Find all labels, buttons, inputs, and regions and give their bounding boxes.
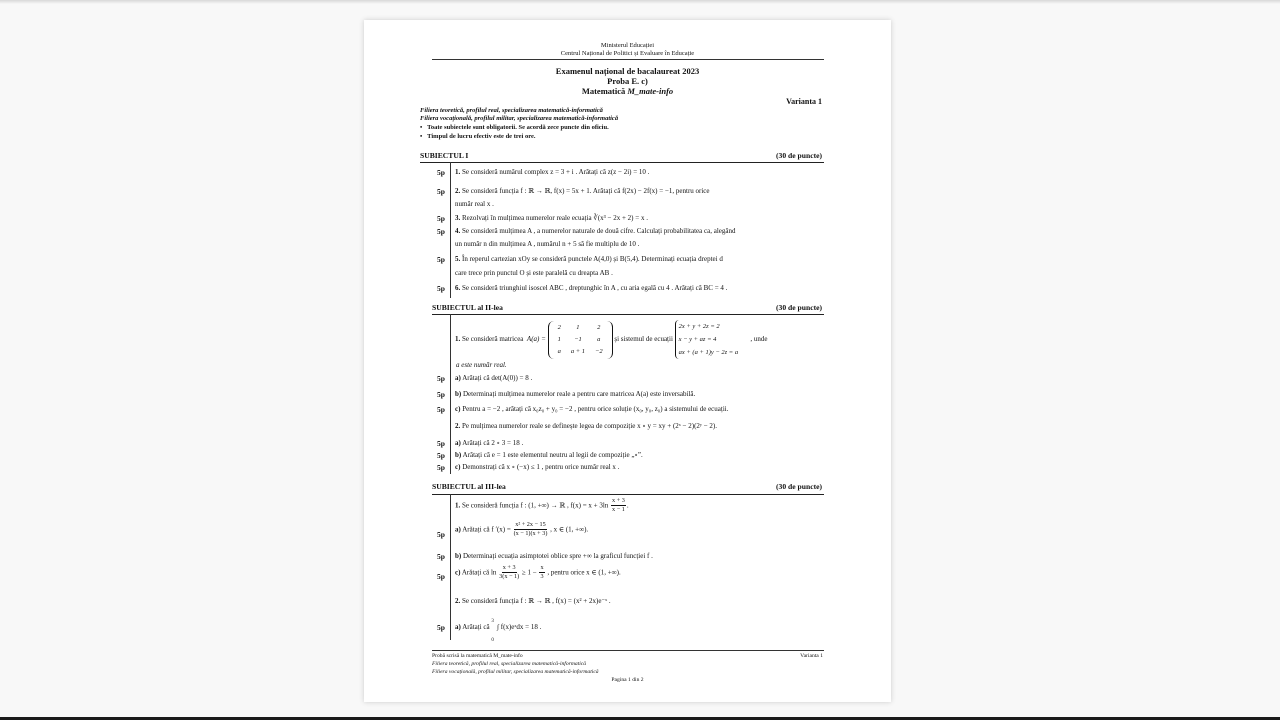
points-label: 5p	[437, 390, 445, 399]
exercise-number: 2.	[455, 187, 461, 195]
points-label: 5p	[437, 463, 445, 472]
system-intro: și sistemul de ecuații	[614, 335, 673, 344]
subject-profile: M_mate-info	[627, 86, 674, 96]
subitem	[455, 390, 695, 398]
problem-line-2: a este număr real.	[456, 361, 507, 369]
exercise-text: Se consideră mulțimea A , a numerelor naturale de două cifre. Calculați probabilitatea ca, alegând	[462, 227, 736, 235]
points-label: 5p	[437, 552, 445, 561]
fraction: $\frac{x + 3}{x - 1}$	[612, 497, 625, 514]
fraction: $\frac{\text{x² + 2x − 15}}{(x - 1)(x + 3)}$	[513, 521, 548, 538]
exercise-number: 4.	[455, 227, 461, 235]
exercise-number: 3.	[455, 214, 461, 222]
subitem-text: Determinați ecuația asimptotei oblice spre +∞ la graficul funcției f .	[462, 552, 653, 560]
exercise-text: În reperul cartezian xOy se consideră punctele A(4,0) și B(5,4). Determinați ecuația dreptei d	[462, 255, 723, 263]
footer-variant: Varianta 1	[800, 653, 823, 659]
subitem-label: b)	[455, 552, 462, 560]
exercise-item	[455, 227, 735, 235]
subitem-label: b)	[455, 451, 462, 459]
problem-tail: , unde	[750, 335, 768, 344]
points-label: 5p	[437, 187, 445, 196]
filiera-line-1: Filiera teoretică, profilul real, specializarea matematică-informatică	[420, 107, 603, 114]
exercise-item	[455, 255, 723, 263]
equation: ax + (a + 1)y − 2z = a	[678, 349, 739, 356]
subitem-label: a)	[455, 374, 461, 382]
subitem	[455, 374, 532, 382]
center-name: Centrul Național de Politici și Evaluare în Educație	[560, 50, 695, 57]
problem-statement	[455, 422, 717, 430]
subitem-label: a)	[455, 525, 461, 534]
exercise-item	[455, 284, 727, 292]
points-label: 5p	[437, 439, 445, 448]
subitem-label: a)	[455, 439, 461, 447]
subitem-text: Arătați că f ′(x) =	[462, 525, 511, 534]
problem-matrix-statement	[455, 320, 767, 359]
instruction-bullet: • Toate subiectele sunt obligatorii. Se acordă zece puncte din oficiu.	[420, 124, 609, 131]
section-title: SUBIECTUL al III-lea	[432, 482, 506, 491]
document-page	[364, 20, 891, 702]
problem-number: 1.	[455, 335, 461, 344]
variant-label: Varianta 1	[786, 97, 822, 106]
section-points: (30 de puncte)	[776, 151, 822, 160]
subitem	[455, 439, 523, 447]
points-label: 5p	[437, 623, 445, 632]
matrix-a: 2 1 2 1 −1 a a a + 1 −2	[548, 321, 613, 359]
footer-line-3: Filiera vocațională, profilul militar, specializarea matematică-informatică	[432, 669, 599, 675]
problem-text: Se consideră funcția f : ℝ → ℝ , f(x) = (x² + 2x)e⁻ˣ .	[462, 597, 611, 605]
subitem	[455, 463, 619, 471]
points-label: 5p	[437, 284, 445, 293]
subitem-label: c)	[455, 463, 461, 471]
exam-title: Examenul național de bacalaureat 2023	[555, 66, 700, 76]
section-divider	[420, 162, 824, 163]
problem-text: Se consideră funcția f : (1, +∞) → ℝ , f(x) = x + 3ln	[462, 501, 609, 510]
fraction: $\frac{x + 3}{3(x - 1)}$	[499, 564, 520, 581]
section-title: SUBIECTUL I	[420, 151, 469, 160]
problem-statement	[455, 597, 611, 605]
points-label: 5p	[437, 374, 445, 383]
subitem: a) Arătați că f ′(x) = $\frac{\text{x² + 2x − 15}}{(x - 1)(x + 3)}$ , x ∈ (1, +∞).	[455, 521, 589, 538]
instruction-text: Timpul de lucru efectiv este de trei ore.	[427, 133, 536, 140]
points-column-divider	[450, 494, 451, 640]
subitem	[455, 405, 728, 413]
exercise-text-continuation: un număr n din mulțimea A , numărul n + 5 să fie multiplu de 10 .	[455, 240, 640, 248]
subitem: a) Arătați că 3 0 ∫ f(x)eˣdx = 18 .	[455, 619, 542, 643]
problem-number: 2.	[455, 422, 461, 430]
subitem: c) Arătați că ln $\frac{x + 3}{3(x - 1)}$ ≥ 1 − $\frac{x}{3}$ , pentru orice x ∈ (1, +∞).	[455, 564, 621, 581]
subitem-label: b)	[455, 390, 462, 398]
subitem-text: Arătați că ln	[461, 568, 497, 577]
subitem-text: Determinați mulțimea numerelor reale a pentru care matricea A(a) este inversabilă.	[462, 390, 696, 398]
exercise-text-continuation: care trece prin punctul O și este paralelă cu dreapta AB .	[455, 269, 613, 277]
header-divider	[432, 59, 824, 60]
subitem-text: Arătați că e = 1 este elementul neutru al legii de compoziție „∘”.	[462, 451, 643, 459]
proba-label: Proba E. c)	[607, 76, 648, 86]
exercise-item	[455, 214, 648, 222]
points-label: 5p	[437, 530, 445, 539]
equation: 2x + y + 2z = 2	[678, 323, 720, 330]
section-points: (30 de puncte)	[776, 482, 822, 491]
exercise-item	[455, 187, 710, 195]
equation-system	[675, 320, 738, 359]
problem-number: 1.	[455, 501, 461, 510]
points-column-divider	[450, 314, 451, 474]
points-label: 5p	[437, 405, 445, 414]
exercise-text: Rezolvați în mulțimea numerelor reale ecuația ∛(x³ − 2x + 2) = x .	[462, 214, 648, 222]
subitem	[455, 451, 643, 459]
exercise-text: Se consideră triunghiul isoscel ABC , dreptunghic în A , cu aria egală cu 4 . Arătați că BC = 4 .	[462, 284, 728, 292]
points-label: 5p	[437, 214, 445, 223]
subitem-text: Demonstrați că x ∘ (−x) ≤ 1 , pentru orice număr real x .	[462, 463, 620, 471]
problem-statement: 1. Se consideră funcția f : (1, +∞) → ℝ , f(x) = x + 3ln $\frac{x + 3}{x - 1}$ .	[455, 497, 629, 514]
footer-line-1: Probă scrisă la matematică M_mate-info	[432, 653, 523, 659]
exercise-number: 5.	[455, 255, 461, 263]
subitem	[455, 552, 653, 560]
subitem-label: c)	[455, 568, 461, 577]
points-label: 5p	[437, 227, 445, 236]
subject-title	[364, 86, 891, 96]
points-label: 5p	[437, 451, 445, 460]
section-divider	[432, 314, 824, 315]
points-label: 5p	[437, 572, 445, 581]
subject-prefix: Matematică	[581, 86, 628, 96]
footer-divider	[432, 650, 824, 651]
subitem-text: Arătați că det(A(0)) = 8 .	[462, 374, 533, 382]
subitem-text: Pentru a = −2 , arătați că x₀z₀ + y₀ = −2 , pentru orice soluție (x₀, y₀, z₀) a sistemului de ecuații.	[462, 405, 729, 413]
equation: x − y + az = 4	[678, 336, 717, 343]
exercise-text: Se consideră numărul complex z = 3 + i . Arătați că z(z − 2i) = 10 .	[462, 168, 650, 176]
subitem-label: a)	[455, 623, 461, 631]
fraction: $\frac{x}{3}$	[540, 564, 544, 581]
points-label: 5p	[437, 255, 445, 264]
page-number: Pagina 1 din 2	[611, 677, 644, 683]
exercise-number: 1.	[455, 168, 461, 176]
problem-intro: Se consideră matricea	[462, 335, 524, 344]
ministry-name: Ministerul Educației	[600, 42, 655, 49]
instruction-bullet: • Timpul de lucru efectiv este de trei ore.	[420, 133, 536, 140]
problem-number: 2.	[455, 597, 461, 605]
footer-line-2: Filiera teoretică, profilul real, specializarea matematică-informatică	[432, 661, 587, 667]
problem-text: Pe mulțimea numerelor reale se definește legea de compoziție x ∘ y = xy + (2ˣ − 2)(2ʸ − 2).	[462, 422, 718, 430]
exercise-text: Se consideră funcția f : ℝ → ℝ, f(x) = 5x + 1. Arătați că f(2x) − 2f(x) = −1, pentru orice	[462, 187, 710, 195]
exercise-number: 6.	[455, 284, 461, 292]
matrix-name: A(a) =	[526, 335, 546, 344]
exercise-text-continuation: număr real x .	[455, 200, 494, 208]
points-column-divider	[450, 162, 451, 298]
subitem-text: Arătați că	[462, 623, 490, 631]
exercise-item	[455, 168, 649, 176]
subitem-label: c)	[455, 405, 461, 413]
section-title: SUBIECTUL al II-lea	[432, 303, 503, 312]
section-divider	[432, 494, 824, 495]
instruction-text: Toate subiectele sunt obligatorii. Se acordă zece puncte din oficiu.	[427, 124, 609, 131]
points-label: 5p	[437, 168, 445, 177]
section-points: (30 de puncte)	[776, 303, 822, 312]
subitem-text: Arătați că 2 ∘ 3 = 18 .	[462, 439, 524, 447]
viewer-top-shadow	[0, 0, 1280, 4]
filiera-line-2: Filiera vocațională, profilul militar, specializarea matematică-informatică	[420, 115, 619, 122]
